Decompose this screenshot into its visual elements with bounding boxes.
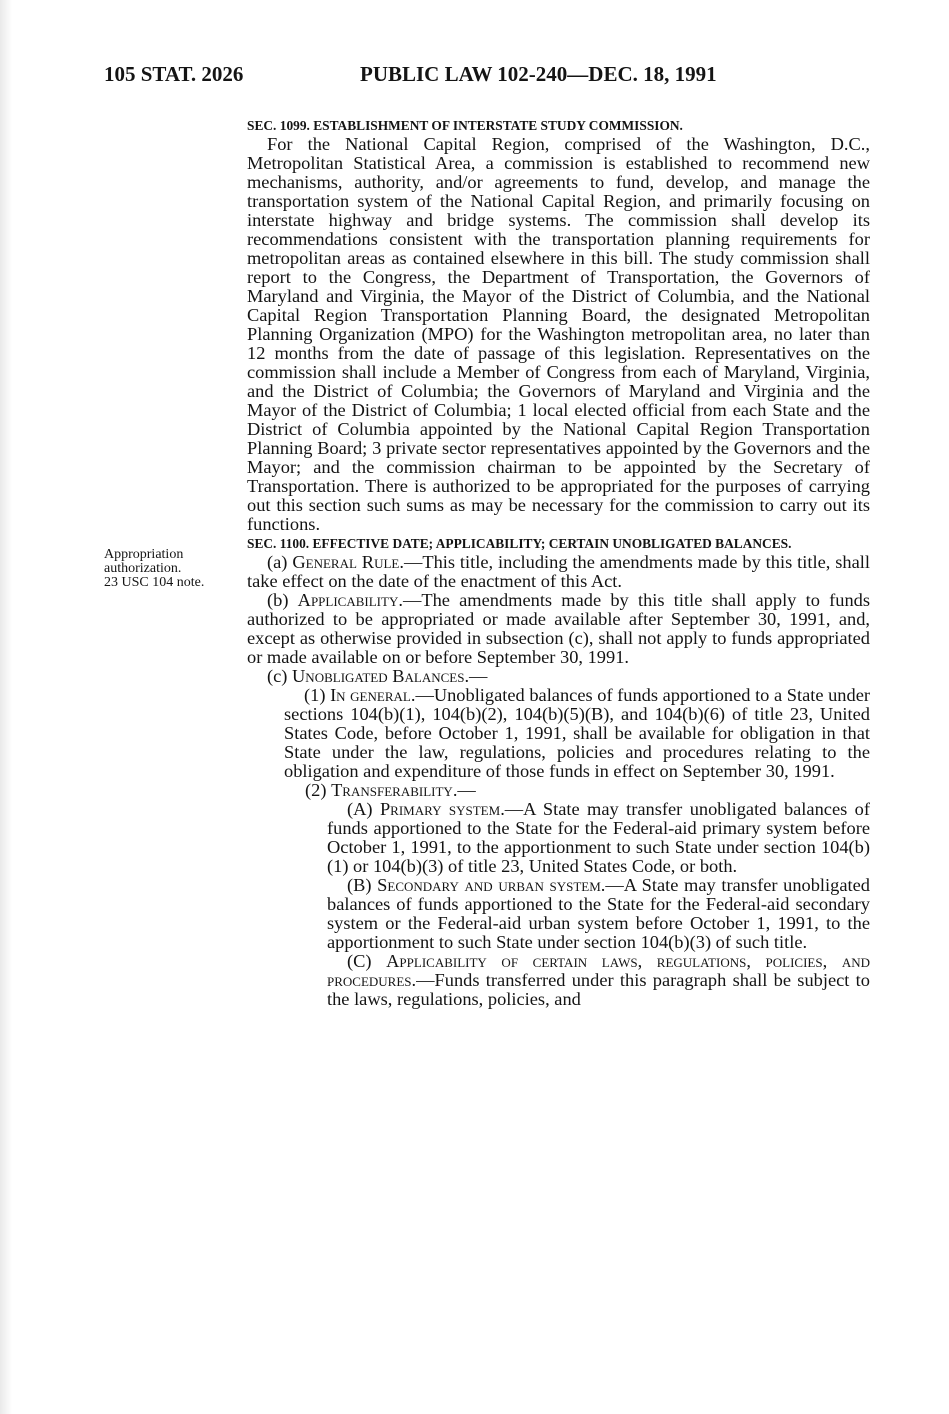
subparagraph-b-label: (B) (347, 875, 372, 895)
subsection-a-heading: General Rule (292, 552, 400, 572)
subparagraph-a (327, 800, 870, 876)
subsection-b-heading: Applicability (297, 590, 399, 610)
paragraph-1-text: .—Unobligated balances of funds apportioned to a State under sections 104(b)(1), 104(b)(2), 104(b)(5)(B), and 104(b)(6) of title 23, United States Code, before October 1, 1991, shall be available for obligation in that State under the law, regulations, policies and procedures relating to the obligation and expenditure of those funds in effect on September 30, 1991. (284, 685, 870, 781)
subparagraph-b-heading: Secondary and urban system (377, 875, 601, 895)
subparagraph-b (327, 876, 870, 952)
subparagraph-a-heading: Primary system (379, 799, 501, 819)
paragraph-1-label: (1) (304, 685, 326, 705)
subparagraph-c (327, 952, 870, 1009)
paragraph-2-label: (2) (305, 780, 327, 800)
subsection-c (247, 667, 870, 686)
subsection-a-text: .—This title, including the amendments made by this title, shall take effect on the date of the enactment of this Act. (247, 552, 870, 591)
section-1099-heading: SEC. 1099. ESTABLISHMENT OF INTERSTATE STUDY COMMISSION. (247, 118, 683, 133)
margin-note-line: 23 USC 104 note. (104, 575, 205, 590)
subsection-a-label: (a) (267, 552, 288, 572)
section-1099-text: For the National Capital Region, comprised of the Washington, D.C., Metropolitan Statistical Area, a commission is established to recommend new mechanisms, authority, and/or agreements to fund, develop, and manage the transportation system of the National Capital Region, and primarily focusing on interstate highway and bridge systems. The commission shall develop its recommendations consistent with the transportation planning requirements for metropolitan areas as contained elsewhere in this bill. The study commission shall report to the Congress, the Department of Transportation, the Governors of Maryland and Virginia, the Mayor of the District of Columbia, and the National Capital Region Transportation Planning Board, the designated Metropolitan Planning Organization (MPO) for the Washington metropolitan area, no later than 12 months from the date of passage of this legislation. Representatives on the commission shall include a Member of Congress from each of Maryland, Virginia, and the District of Columbia; the Governors of Maryland and Virginia and the Mayor of the District of Columbia; 1 local elected official from each State and the District of Columbia appointed by the National Capital Region Transportation Planning Board; 3 private sector representatives appointed by the Governors and the Mayor; and the commission chairman to be appointed by the Secretary of Transportation. There is authorized to be appropriated for the purposes of carrying out this section such sums as may be necessary for the commission to carry out its functions. (247, 134, 870, 534)
subsection-a (247, 553, 870, 591)
page-number: 105 STAT. 2026 (104, 62, 244, 86)
public-law-title: PUBLIC LAW 102-240—DEC. 18, 1991 (360, 62, 717, 86)
section-1100-heading: SEC. 1100. EFFECTIVE DATE; APPLICABILITY; CERTAIN UNOBLIGATED BALANCES. (247, 536, 792, 551)
subsection-b-text: .—The amendments made by this title shall apply to funds authorized to be appropriated or made available after September 30, 1991, and, except as otherwise provided in subsection (c), shall not apply to funds appropriated or made available on or before September 30, 1991. (247, 590, 870, 667)
subsection-c-text: .— (464, 666, 488, 686)
subparagraph-c-text: .—Funds transferred under this paragraph shall be subject to the laws, regulations, policies, and (327, 970, 870, 1009)
subsection-b-label: (b) (267, 590, 289, 610)
running-header (104, 62, 870, 94)
margin-note-line: Appropriation (104, 547, 184, 562)
subparagraph-a-label: (A) (347, 799, 373, 819)
paragraph-2-block (247, 781, 870, 800)
paragraph-1-heading: In general (330, 685, 411, 705)
subsection-c-heading: Unobligated Balances (292, 666, 465, 686)
paragraph-1 (284, 686, 870, 781)
subparagraph-c-heading: Applicability of certain laws, regulations, policies, and procedures (327, 951, 870, 990)
subparagraph-block (247, 800, 870, 1009)
paragraph-2-text: .— (452, 780, 476, 800)
margin-note (104, 548, 244, 590)
paragraph-2 (305, 781, 870, 800)
page-edge-shadow (0, 0, 12, 1414)
subparagraph-a-text: .—A State may transfer unobligated balances of funds apportioned to the State for the Federal-aid primary system before October 1, 1991, to the apportionment to such State under section 104(b)(1) or 104(b)(3) of title 23, United States Code, or both. (327, 799, 870, 876)
subsection-b (247, 591, 870, 667)
paragraph-2-heading: Transferability (331, 780, 453, 800)
subsection-c-label: (c) (267, 666, 288, 686)
subparagraph-b-text: .—A State may transfer unobligated balances of funds apportioned to the State for the Federal-aid secondary system or the Federal-aid urban system before October 1, 1991, to the apportionment to such State under section 104(b)(3) of such title. (327, 875, 870, 952)
paragraph-1-block (247, 686, 870, 781)
margin-note-line: authorization. (104, 561, 182, 576)
statute-body (247, 116, 870, 1009)
subparagraph-c-label: (C) (347, 951, 372, 971)
